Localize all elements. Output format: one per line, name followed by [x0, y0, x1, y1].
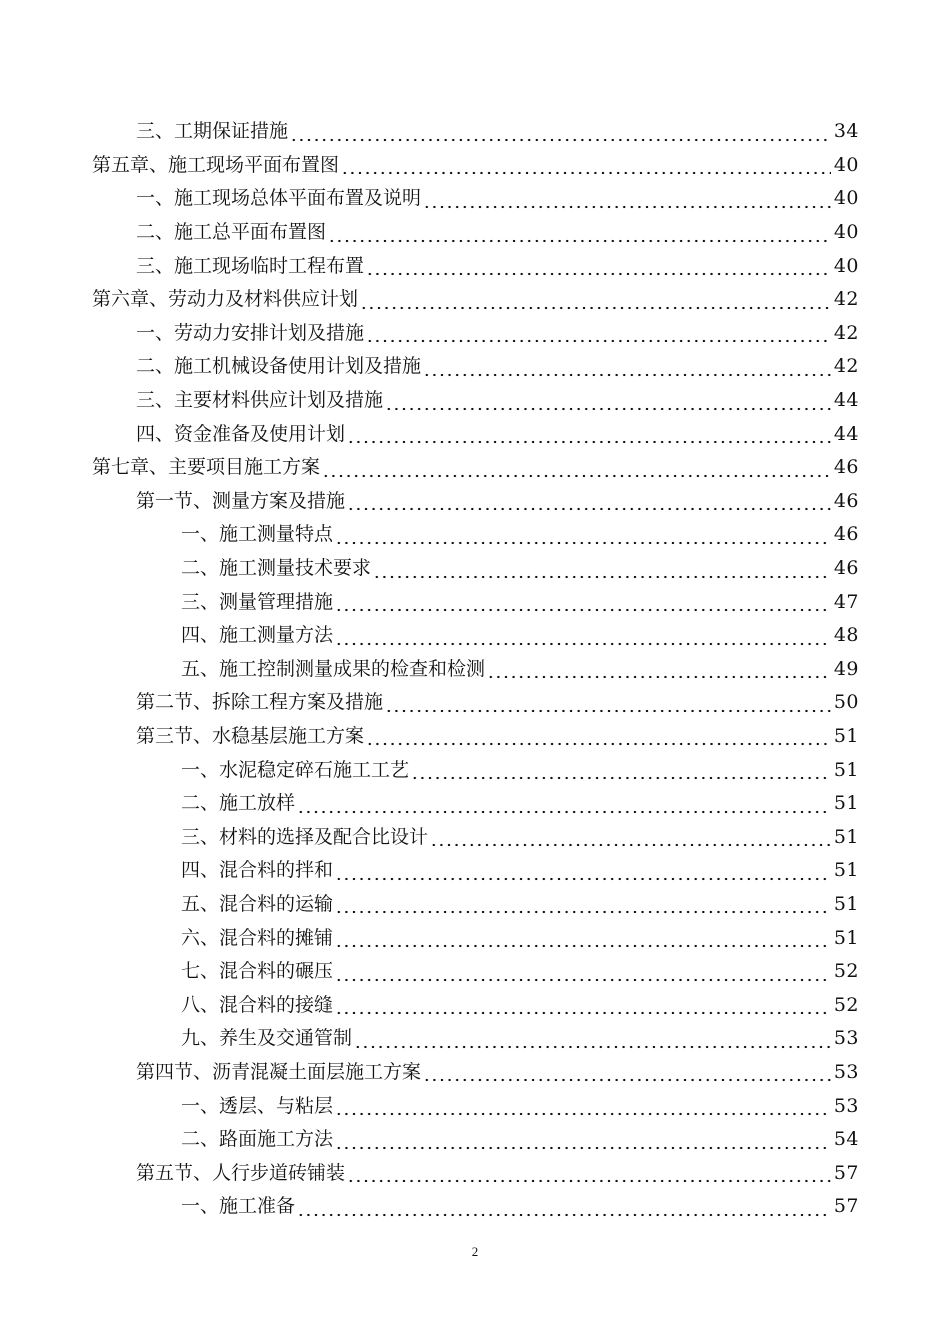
- toc-dot-leader: [423, 350, 831, 384]
- toc-entry-title: 七、混合料的碾压: [181, 960, 334, 983]
- toc-entry-title: 第五节、人行步道砖铺装: [136, 1161, 346, 1184]
- toc-entry-page: 53: [833, 1060, 859, 1083]
- toc-dot-leader: [366, 720, 831, 754]
- toc-entry-title: 二、施工机械设备使用计划及措施: [136, 355, 422, 378]
- toc-entry[interactable]: [0, 988, 950, 1022]
- toc-dot-leader: [335, 1089, 831, 1123]
- table-of-contents: [0, 115, 950, 1224]
- toc-dot-leader: [347, 1156, 831, 1190]
- toc-dot-leader: [335, 619, 831, 653]
- toc-entry[interactable]: [0, 820, 950, 854]
- toc-entry-title: 六、混合料的摊铺: [181, 926, 334, 949]
- page-number: 2: [471, 1244, 479, 1259]
- toc-entry[interactable]: [0, 1022, 950, 1056]
- toc-entry[interactable]: [0, 619, 950, 653]
- toc-entry[interactable]: [0, 216, 950, 250]
- toc-entry[interactable]: [0, 317, 950, 351]
- toc-entry-title: 一、透层、与粘层: [181, 1094, 334, 1117]
- toc-dot-leader: [360, 283, 831, 317]
- toc-entry-title: 一、劳动力安排计划及措施: [136, 321, 365, 344]
- toc-entry-title: 五、混合料的运输: [181, 892, 334, 915]
- toc-dot-leader: [347, 417, 831, 451]
- toc-entry[interactable]: [0, 417, 950, 451]
- toc-entry[interactable]: [0, 585, 950, 619]
- toc-entry-title: 二、施工测量技术要求: [181, 557, 372, 580]
- toc-entry-title: 三、测量管理措施: [181, 590, 334, 613]
- toc-dot-leader: [335, 988, 831, 1022]
- toc-entry-title: 第三节、水稳基层施工方案: [136, 724, 365, 747]
- toc-entry-page: 46: [833, 523, 859, 546]
- toc-entry[interactable]: [0, 653, 950, 687]
- toc-entry-page: 46: [833, 456, 859, 479]
- toc-dot-leader: [430, 820, 831, 854]
- toc-entry-page: 53: [833, 1027, 859, 1050]
- toc-dot-leader: [290, 115, 831, 149]
- toc-entry[interactable]: [0, 888, 950, 922]
- toc-entry-page: 40: [833, 153, 859, 176]
- toc-entry-title: 第七章、主要项目施工方案: [92, 456, 321, 479]
- toc-dot-leader: [335, 854, 831, 888]
- toc-entry[interactable]: [0, 753, 950, 787]
- toc-entry-title: 九、养生及交通管制: [181, 1027, 353, 1050]
- toc-entry-page: 50: [833, 691, 859, 714]
- toc-dot-leader: [423, 182, 831, 216]
- toc-entry[interactable]: [0, 787, 950, 821]
- toc-entry-title: 一、施工现场总体平面布置及说明: [136, 187, 422, 210]
- toc-entry-page: 54: [833, 1128, 859, 1151]
- toc-dot-leader: [487, 653, 831, 687]
- toc-entry-page: 51: [833, 792, 859, 815]
- toc-entry[interactable]: [0, 1089, 950, 1123]
- toc-entry-title: 二、施工总平面布置图: [136, 221, 327, 244]
- toc-entry-title: 四、施工测量方法: [181, 624, 334, 647]
- toc-dot-leader: [335, 585, 831, 619]
- toc-dot-leader: [385, 686, 831, 720]
- toc-dot-leader: [335, 518, 831, 552]
- toc-entry-page: 42: [833, 288, 859, 311]
- toc-entry[interactable]: [0, 720, 950, 754]
- toc-entry[interactable]: [0, 955, 950, 989]
- toc-entry-title: 第五章、施工现场平面布置图: [92, 153, 340, 176]
- toc-entry-page: 34: [833, 120, 859, 143]
- toc-entry-page: 49: [833, 657, 859, 680]
- toc-entry-page: 51: [833, 758, 859, 781]
- toc-entry-title: 第一节、测量方案及措施: [136, 489, 346, 512]
- toc-dot-leader: [347, 485, 831, 519]
- toc-dot-leader: [335, 921, 831, 955]
- toc-entry-page: 48: [833, 624, 859, 647]
- toc-entry-title: 四、混合料的拌和: [181, 859, 334, 882]
- toc-dot-leader: [423, 1056, 831, 1090]
- toc-entry-page: 51: [833, 825, 859, 848]
- toc-entry-title: 三、工期保证措施: [136, 120, 289, 143]
- toc-entry-title: 三、材料的选择及配合比设计: [181, 825, 429, 848]
- toc-entry-title: 二、施工放样: [181, 792, 296, 815]
- toc-entry-page: 44: [833, 422, 859, 445]
- toc-entry-page: 40: [833, 221, 859, 244]
- toc-entry-title: 二、路面施工方法: [181, 1128, 334, 1151]
- toc-entry-title: 三、主要材料供应计划及措施: [136, 389, 384, 412]
- toc-dot-leader: [385, 384, 831, 418]
- toc-entry[interactable]: [0, 283, 950, 317]
- toc-entry-title: 五、施工控制测量成果的检查和检测: [181, 657, 486, 680]
- toc-dot-leader: [373, 552, 831, 586]
- toc-entry[interactable]: [0, 115, 950, 149]
- toc-entry-page: 53: [833, 1094, 859, 1117]
- toc-entry[interactable]: [0, 1190, 950, 1224]
- toc-entry-page: 57: [833, 1161, 859, 1184]
- toc-dot-leader: [328, 216, 831, 250]
- toc-dot-leader: [335, 888, 831, 922]
- toc-entry-page: 42: [833, 321, 859, 344]
- toc-entry-page: 51: [833, 724, 859, 747]
- toc-entry-page: 51: [833, 926, 859, 949]
- toc-entry[interactable]: [0, 1156, 950, 1190]
- toc-dot-leader: [341, 149, 831, 183]
- toc-entry-page: 51: [833, 859, 859, 882]
- toc-dot-leader: [335, 1123, 831, 1157]
- toc-entry[interactable]: [0, 485, 950, 519]
- toc-entry-page: 57: [833, 1195, 859, 1218]
- toc-entry[interactable]: [0, 182, 950, 216]
- toc-entry-title: 八、混合料的接缝: [181, 993, 334, 1016]
- toc-entry-title: 一、施工测量特点: [181, 523, 334, 546]
- toc-dot-leader: [366, 249, 831, 283]
- toc-entry-page: 42: [833, 355, 859, 378]
- toc-entry-title: 第六章、劳动力及材料供应计划: [92, 288, 359, 311]
- toc-entry-page: 40: [833, 254, 859, 277]
- toc-entry-title: 一、施工准备: [181, 1195, 296, 1218]
- toc-entry-page: 52: [833, 993, 859, 1016]
- toc-dot-leader: [335, 955, 831, 989]
- toc-entry[interactable]: [0, 518, 950, 552]
- toc-entry-page: 51: [833, 892, 859, 915]
- toc-entry[interactable]: [0, 249, 950, 283]
- toc-dot-leader: [366, 317, 831, 351]
- toc-entry[interactable]: [0, 686, 950, 720]
- toc-entry-title: 第二节、拆除工程方案及措施: [136, 691, 384, 714]
- toc-entry-title: 三、施工现场临时工程布置: [136, 254, 365, 277]
- toc-entry[interactable]: [0, 921, 950, 955]
- toc-entry[interactable]: [0, 1123, 950, 1157]
- toc-entry-title: 第四节、沥青混凝土面层施工方案: [136, 1060, 422, 1083]
- toc-dot-leader: [297, 1190, 831, 1224]
- toc-entry-page: 40: [833, 187, 859, 210]
- toc-dot-leader: [354, 1022, 831, 1056]
- toc-entry[interactable]: [0, 451, 950, 485]
- toc-entry-title: 一、水泥稳定碎石施工工艺: [181, 758, 410, 781]
- toc-entry-title: 四、资金准备及使用计划: [136, 422, 346, 445]
- toc-entry[interactable]: [0, 149, 950, 183]
- toc-dot-leader: [322, 451, 831, 485]
- toc-entry[interactable]: [0, 384, 950, 418]
- toc-entry[interactable]: [0, 1056, 950, 1090]
- toc-entry-page: 44: [833, 389, 859, 412]
- toc-dot-leader: [411, 753, 831, 787]
- toc-entry[interactable]: [0, 350, 950, 384]
- toc-entry-page: 52: [833, 960, 859, 983]
- toc-dot-leader: [297, 787, 831, 821]
- toc-entry-page: 46: [833, 557, 859, 580]
- toc-entry[interactable]: [0, 552, 950, 586]
- toc-entry-page: 46: [833, 489, 859, 512]
- toc-entry-page: 47: [833, 590, 859, 613]
- toc-entry[interactable]: [0, 854, 950, 888]
